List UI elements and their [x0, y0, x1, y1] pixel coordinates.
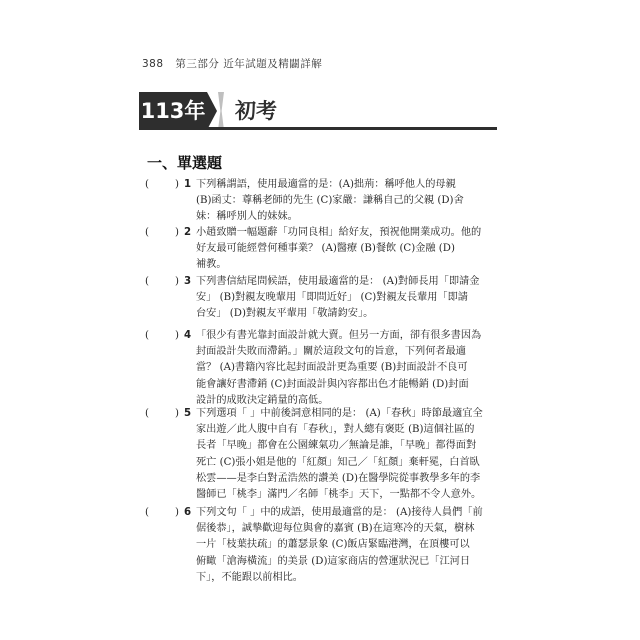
question-item: [139, 406, 511, 503]
question-item: [139, 328, 511, 409]
answer-paren-close: ): [175, 227, 179, 238]
banner-year: 113年: [139, 92, 207, 130]
question-line: 「很少有書光靠封面設計就大賣。但另一方面，卻有很多書因為: [196, 330, 482, 341]
question-number: 3: [184, 276, 192, 287]
question-line: 家出遊／此人腹中自有「春秋」，對人總有褒貶 (B)這個社區的: [196, 424, 475, 436]
question-item: [139, 274, 511, 323]
section-title: 一、單選題: [147, 154, 223, 172]
question-line: 設計的成敗決定銷量的高低。: [196, 394, 329, 406]
question-item: [139, 225, 511, 274]
question-line: 下列選項「 」中前後詞意相同的是： (A)「春秋」時節最適宜全: [196, 408, 483, 419]
answer-paren-open: (: [145, 408, 149, 419]
question-text: [196, 177, 511, 226]
question-number: 1: [184, 179, 192, 190]
question-text: [196, 505, 511, 586]
question-line: 下列文句「 」中的成語，使用最適當的是： (A)接待人員們「前: [196, 507, 483, 518]
answer-paren-close: ): [175, 179, 179, 190]
question-line: 俯瞰「滄海橫流」的美景 (D)這家商店的營運狀況已「江河日: [196, 555, 471, 567]
answer-paren-close: ): [175, 507, 179, 518]
banner-rule: [139, 127, 497, 130]
answer-paren-close: ): [175, 408, 179, 419]
question-line: 妹：稱呼別人的妹妹。: [196, 211, 298, 223]
banner-title: 初考: [235, 99, 277, 123]
question-line: 一片「枝葉扶疏」的蕭瑟景象 (C)飯店緊臨港灣，在頂樓可以: [196, 539, 470, 551]
question-number: 5: [184, 408, 192, 419]
question-text: [196, 406, 511, 503]
question-line: 長者「早晚」都會在公園練氣功／無論是誰，「早晚」都得面對: [196, 440, 477, 452]
answer-paren-open: (: [145, 330, 149, 341]
answer-paren-open: (: [145, 227, 149, 238]
banner-arrow-accent: [218, 92, 224, 130]
question-item: [139, 505, 511, 586]
answer-paren-close: ): [175, 330, 179, 341]
question-text: [196, 328, 511, 409]
question-line: 封面設計失敗而滯銷。」關於這段文句的旨意，下列何者最適: [196, 346, 466, 358]
question-line: 倨後恭」，誠摯歡迎每位與會的嘉賓 (B)在這寒冷的天氣，樹林: [196, 523, 475, 535]
question-line: 下」，不能跟以前相比。: [196, 571, 303, 583]
question-text: [196, 274, 511, 323]
exam-banner: [139, 92, 497, 130]
question-text: [196, 225, 511, 274]
question-number: 2: [184, 227, 192, 238]
question-line: (B)函丈：尊稱老師的先生 (C)家嚴：謙稱自己的父親 (D)舍: [196, 195, 464, 207]
question-line: 安」 (B)對親友晚輩用「即問近好」 (C)對親友長輩用「即請: [196, 292, 468, 304]
question-line: 下列書信結尾問候語，使用最適當的是： (A)對師長用「即請金: [196, 276, 480, 287]
question-line: 當？ (A)書籍內容比起封面設計更為重要 (B)封面設計不良可: [196, 362, 468, 374]
question-number: 6: [184, 507, 192, 518]
running-header: [142, 56, 322, 71]
banner-arrow: [207, 92, 217, 130]
question-line: 下列稱謂語，使用最適當的是：(A)拙荊：稱呼他人的母親: [196, 179, 456, 190]
answer-paren-open: (: [145, 276, 149, 287]
question-line: 補教。: [196, 259, 227, 271]
answer-paren-open: (: [145, 179, 149, 190]
question-line: 醫師已「桃李」滿門／名師「桃李」天下，一點都不令人意外。: [196, 489, 482, 501]
answer-paren-close: ): [175, 276, 179, 287]
question-line: 好友最可能經營何種事業？ (A)醫療 (B)餐飲 (C)金融 (D): [196, 243, 455, 255]
question-line: 死亡 (C)張小姐是他的「紅顏」知己／「紅顏」棄軒冕，白首臥: [196, 456, 480, 468]
question-line: 台安」 (D)對親友平輩用「敬請鈞安」。: [196, 308, 374, 320]
question-line: 松雲——是李白對孟浩然的讚美 (D)在醫學院從事教學多年的李: [196, 472, 481, 484]
question-line: 小趙致贈一幅題辭「功同良相」給好友，預祝他開業成功。他的: [196, 227, 482, 238]
section-label: 第三部分 近年試題及精闢詳解: [175, 58, 323, 70]
question-line: 能會讓好書滯銷 (C)封面設計與內容都出色才能暢銷 (D)封面: [196, 378, 469, 390]
question-number: 4: [184, 330, 192, 341]
page-number: 388: [142, 58, 164, 70]
answer-paren-open: (: [145, 507, 149, 518]
question-item: [139, 177, 511, 226]
